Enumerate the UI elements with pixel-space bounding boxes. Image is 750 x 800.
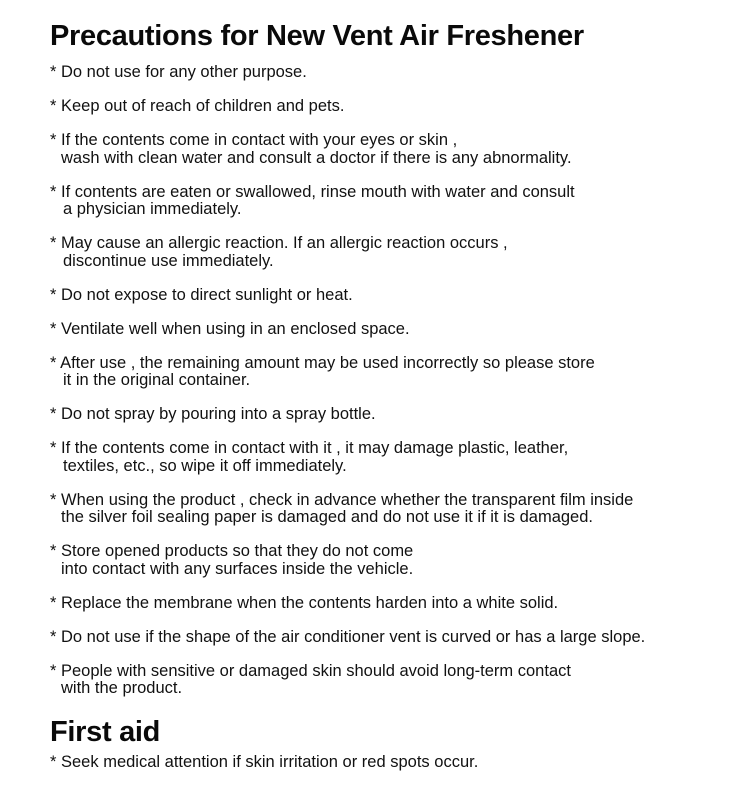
precaution-item — [50, 98, 740, 116]
precaution-text: * May cause an allergic reaction. If an allergic reaction occurs , — [50, 234, 508, 252]
precaution-text: * Do not use for any other purpose. — [50, 63, 307, 81]
precaution-text-continued: with the product. — [61, 679, 183, 697]
precaution-item — [50, 543, 740, 578]
precaution-item — [50, 321, 740, 339]
precaution-item — [50, 355, 740, 390]
precaution-text-continued: a physician immediately. — [63, 200, 242, 218]
precaution-text: * If the contents come in contact with it , it may damage plastic, leather, — [50, 439, 569, 457]
precaution-text: * Ventilate well when using in an enclosed space. — [50, 319, 410, 338]
precaution-text-continued: the silver foil sealing paper is damaged and do not use it if it is damaged. — [61, 508, 593, 526]
page-title: Precautions for New Vent Air Freshener — [50, 20, 584, 52]
precaution-text: * When using the product , check in advance whether the transparent film inside — [50, 490, 634, 509]
precaution-text: * Do not spray by pouring into a spray bottle. — [50, 405, 376, 423]
precaution-text: * Do not use if the shape of the air conditioner vent is curved or has a large slope. — [50, 627, 646, 646]
precaution-item — [50, 132, 740, 167]
precaution-text: * If contents are eaten or swallowed, rinse mouth with water and consult — [50, 182, 575, 201]
precaution-text: * If the contents come in contact with your eyes or skin , — [50, 131, 458, 149]
precaution-text: * Keep out of reach of children and pets. — [50, 97, 345, 115]
precaution-text: * Do not expose to direct sunlight or heat. — [50, 285, 353, 304]
precaution-text-continued: wash with clean water and consult a doctor if there is any abnormality. — [61, 148, 572, 167]
precaution-item — [50, 184, 740, 219]
document-page — [50, 18, 740, 788]
precaution-item — [50, 492, 740, 527]
first-aid-list — [50, 754, 740, 772]
precautions-list — [50, 64, 740, 698]
first-aid-text: * Seek medical attention if skin irritation or red spots occur. — [50, 753, 479, 771]
precaution-text-continued: textiles, etc., so wipe it off immediately. — [63, 456, 347, 475]
precaution-item — [50, 663, 740, 698]
precaution-text-continued: discontinue use immediately. — [63, 251, 274, 270]
precaution-text: * People with sensitive or damaged skin should avoid long-term contact — [50, 661, 571, 680]
precaution-text: * Replace the membrane when the contents harden into a white solid. — [50, 593, 559, 612]
precaution-item — [50, 595, 740, 613]
precaution-item — [50, 440, 740, 475]
precaution-text-continued: into contact with any surfaces inside the vehicle. — [61, 559, 414, 578]
first-aid-heading: First aid — [50, 716, 161, 748]
precaution-text-continued: it in the original container. — [63, 371, 251, 389]
first-aid-item — [50, 754, 740, 772]
precaution-text: * Store opened products so that they do not come — [50, 542, 414, 560]
precaution-item — [50, 629, 740, 647]
precaution-item — [50, 406, 740, 424]
precaution-item — [50, 64, 740, 82]
precaution-text: * After use , the remaining amount may be used incorrectly so please store — [50, 353, 595, 372]
precaution-item — [50, 287, 740, 305]
precaution-item — [50, 235, 740, 270]
